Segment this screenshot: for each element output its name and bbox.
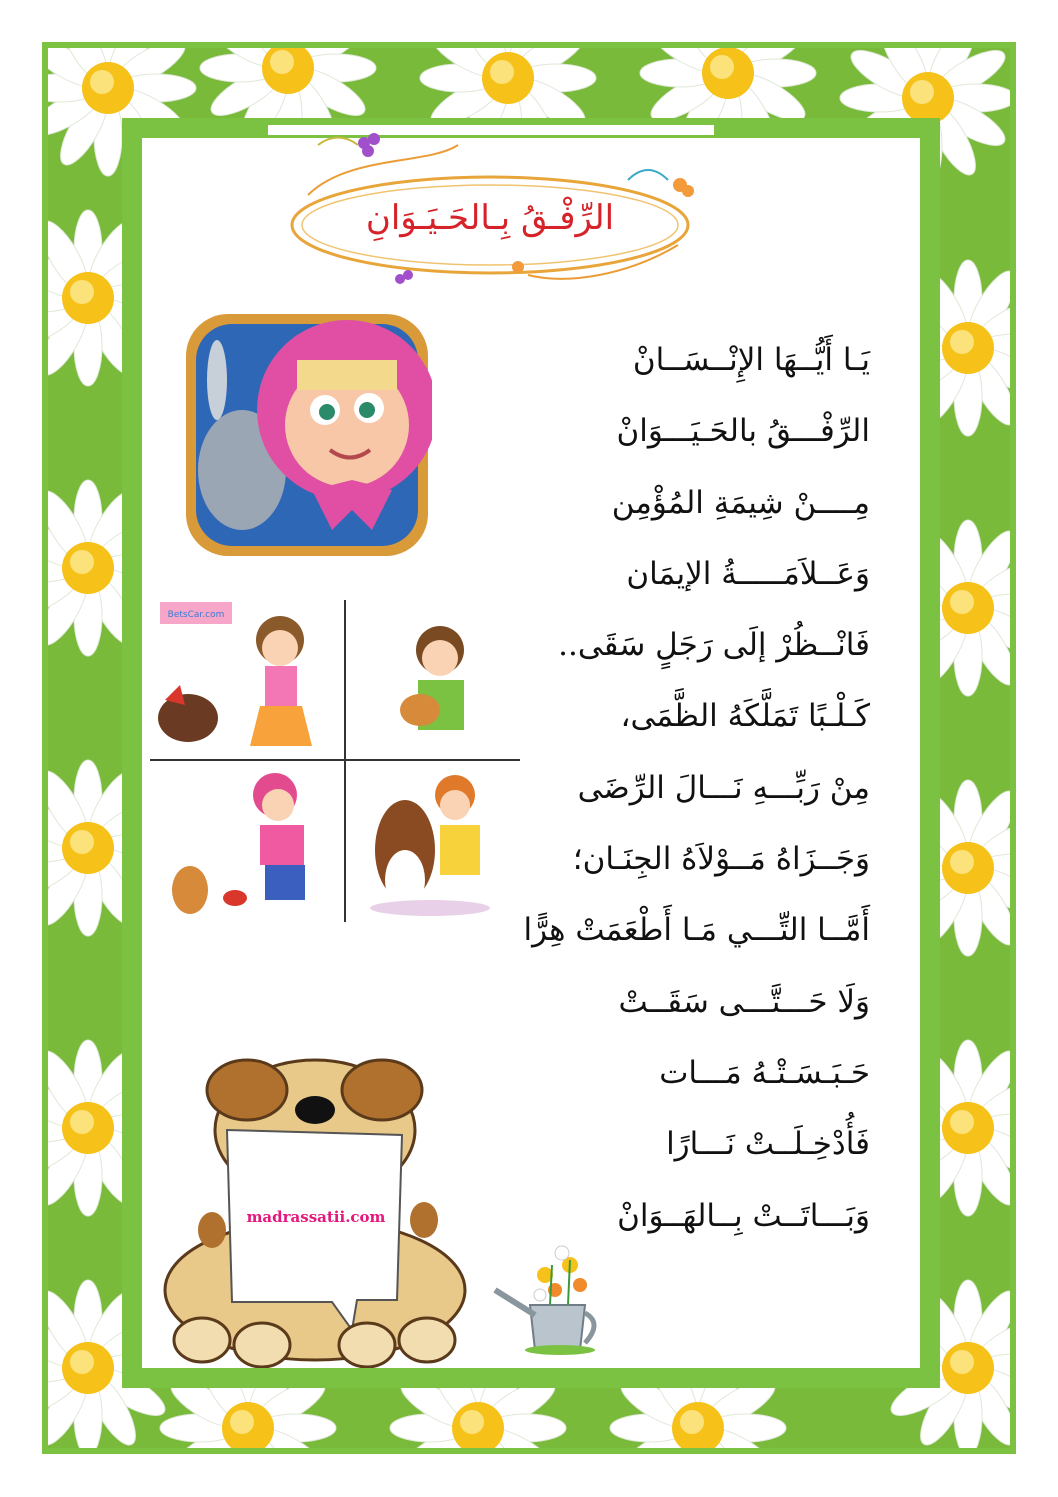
poem-line: وَلَا حَـــتَّـــى سَقَــتْ	[618, 983, 870, 1020]
masha-illustration	[182, 310, 432, 560]
children-animals-illustration	[150, 600, 520, 922]
page-title: الرِّفْـقُ بِـالحَـيَـوَانِ	[365, 198, 615, 238]
poem-line: وَجَــزَاهُ مَــوْلاَهُ الجِنَـان؛	[572, 841, 870, 878]
poem-line: وَبَـــاتَــتْ بِــالهَــوَانْ	[617, 1197, 870, 1234]
poem-line: كَـلْـبًا تَمَلَّكَهُ الظَّمَى،	[620, 698, 870, 735]
poem-line: يَـا أَيُّــهَا الإِنْــسَــانْ	[632, 342, 870, 378]
site-watermark: madrassatii.com	[246, 1208, 386, 1226]
poem-line: فَأُدْخِـلَــتْ نَـــارًا	[666, 1126, 870, 1163]
poem-line: مِــــنْ شِيمَةِ المُؤْمِن	[611, 484, 870, 521]
poem-line: فَانْــظُرْ إلَى رَجَلٍ سَقَى..	[558, 627, 870, 664]
poem-line: مِنْ رَبِّـــهِ نَـــالَ الرِّضَى	[577, 769, 870, 806]
poem-line: الرِّفْـــقُ بالحَـيَـــوَانْ	[616, 413, 870, 450]
poem-line: حَـبَـسَـتْـهُ مَـــات	[659, 1054, 870, 1091]
dog-sign-illustration	[152, 1040, 478, 1368]
poem-line: وَعَــلاَمَـــــةُ الإيمَان	[626, 555, 870, 592]
source-label: BetsCar.com	[167, 610, 225, 620]
poem-text	[510, 330, 870, 1257]
poem-line: أَمَّــا التِّـــي مَـا أَطْعَمَتْ هِرًّا	[523, 912, 870, 949]
